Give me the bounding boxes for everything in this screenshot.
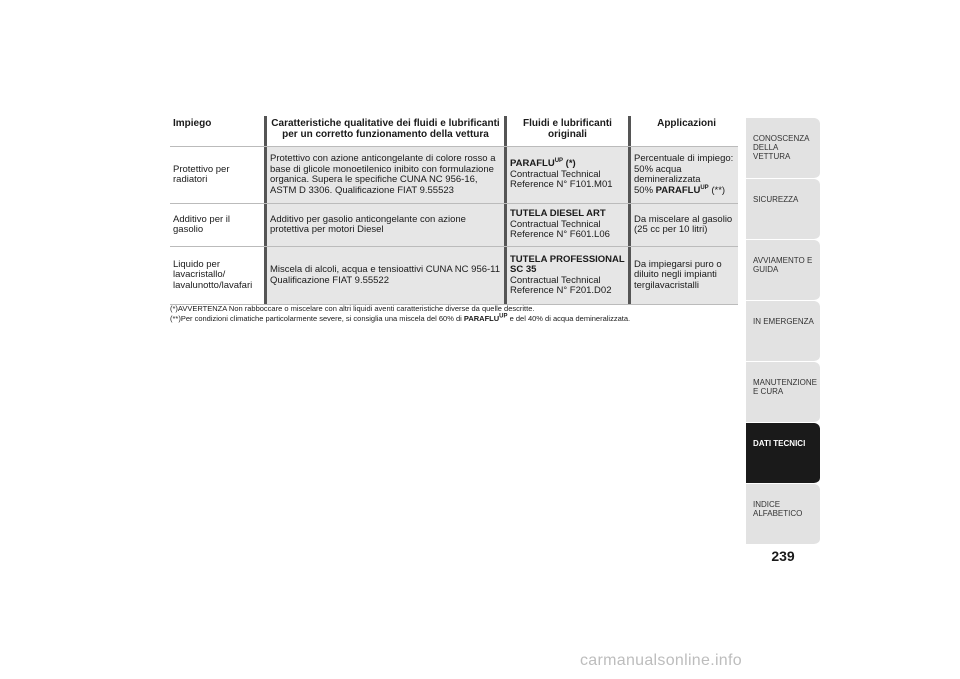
watermark: carmanualsonline.info: [580, 652, 742, 669]
fluids-table: [170, 116, 738, 305]
header-impiego: Impiego: [173, 118, 212, 129]
tab-sicurezza[interactable]: SICUREZZA: [746, 179, 820, 240]
cell-applicazioni: Percentuale di impiego: 50% acqua demineralizzata 50% $PARAFLU^{UP}$ (**): [628, 147, 738, 203]
tab-avviamento[interactable]: AVVIAMENTO E GUIDA: [746, 240, 820, 301]
cell-fluido: [504, 247, 628, 304]
cell-caratteristiche: Additivo per gasolio anticongelante con azione protettiva per motori Diesel: [264, 204, 504, 246]
cell-impiego: Protettivo per radiatori: [173, 163, 230, 185]
header-caratteristiche: Caratteristiche qualitative dei fluidi e lubrificanti per un corretto funzionamento della vettura: [264, 116, 504, 146]
tab-indice[interactable]: INDICE ALFABETICO: [746, 484, 820, 545]
header-applicazioni: Applicazioni: [628, 116, 738, 146]
fluido-title: TUTELA PROFESSIONAL SC 35: [510, 253, 625, 275]
tab-dati-tecnici[interactable]: DATI TECNICI: [746, 423, 820, 484]
fluido-title: $PARAFLU^{UP}$ (*): [510, 158, 576, 170]
header-fluidi: Fluidi e lubrificanti originali: [504, 116, 628, 146]
table-row: [170, 204, 738, 247]
cell-impiego: Additivo per il gasolio: [173, 213, 231, 235]
fluido-ref1: Contractual Technical: [510, 274, 601, 286]
cell-applicazioni: Da impiegarsi puro o diluito negli impianti tergilavacristalli: [628, 247, 738, 304]
table-header: [170, 116, 738, 147]
footnote-1: (*)AVVERTENZA Non rabboccare o miscelare con altri liquidi aventi caratteristiche diverse da quelle descritte.: [170, 304, 535, 313]
tab-manutenzione[interactable]: MANUTENZIONE E CURA: [746, 362, 820, 423]
fluido-ref2: Reference N° F201.D02: [510, 285, 612, 296]
footnote-2: (**)Per condizioni climatiche particolarmente severe, si consiglia una miscela del 60% di $PARAFLU^{UP}$ e del 40% di acqua demineralizzata.: [170, 313, 631, 323]
chapter-sidebar: [746, 118, 820, 545]
tab-emergenza[interactable]: IN EMERGENZA: [746, 301, 820, 362]
cell-impiego: Liquido per lavacristallo/ lavalunotto/lavafari: [173, 258, 253, 291]
fluido-title: TUTELA DIESEL ART: [510, 208, 606, 220]
cell-fluido: [504, 147, 628, 203]
cell-fluido: [504, 204, 628, 246]
cell-caratteristiche: Protettivo con azione anticongelante di colore rosso a base di glicole monoetilenico inibito con formulazione organica. Supera le specifiche CUNA NC 956-16, ASTM D 3306. Qualificazione FIAT 9.55523: [264, 147, 504, 203]
cell-caratteristiche: Miscela di alcoli, acqua e tensioattivi CUNA NC 956-11 Qualificazione FIAT 9.55522: [264, 247, 504, 304]
fluido-ref2: Reference N° F601.L06: [510, 229, 610, 241]
tab-conoscenza[interactable]: CONOSCENZA DELLA VETTURA: [746, 118, 820, 179]
fluido-ref1: Contractual Technical: [510, 218, 601, 230]
fluido-ref2: Reference N° F101.M01: [510, 179, 613, 191]
page-number: 239: [771, 548, 795, 564]
table-row: [170, 247, 738, 305]
footnotes: [170, 304, 738, 323]
fluido-ref1: Contractual Technical: [510, 168, 601, 180]
table-row: [170, 147, 738, 204]
cell-applicazioni: Da miscelare al gasolio (25 cc per 10 litri): [628, 204, 738, 246]
